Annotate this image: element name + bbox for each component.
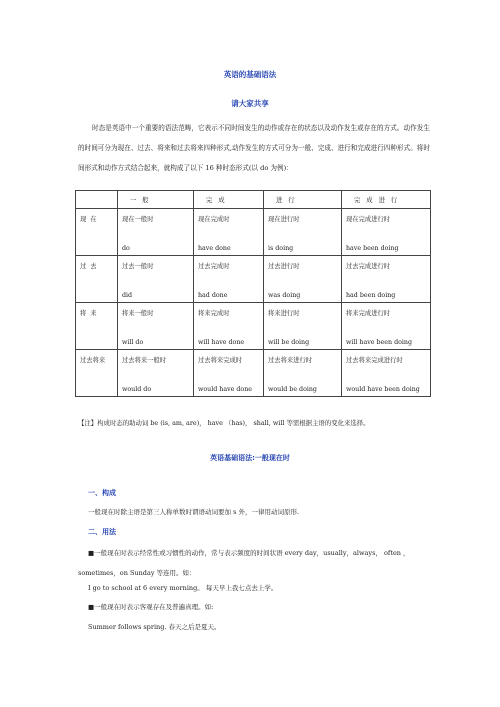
table-header-cell bbox=[76, 191, 118, 209]
table-cell: 现在完成进行时 have been doing bbox=[342, 209, 431, 256]
usage-text-1: ■一般现在时表示经常性或习惯性的动作，常与表示频度的时间状语 every day，usually，always， often ，sometimes，on Sunday 等连用。如： bbox=[78, 549, 410, 577]
table-cell: 过去将来完成进行时 would have been doing bbox=[342, 350, 431, 397]
row-label-cell: 将 来 bbox=[76, 303, 118, 350]
document-subtitle: 请大家共享 bbox=[231, 99, 269, 108]
table-cell: 将来一般时 will do bbox=[118, 303, 194, 350]
composition-text: 一般现在时除主语是第三人称单数时谓语动词要加 s 外，一律用动词原形. bbox=[88, 508, 300, 516]
table-cell: 过去将来一般时 would do bbox=[118, 350, 194, 397]
tense-table bbox=[75, 190, 431, 397]
table-cell: 过去进行时 was doing bbox=[264, 256, 342, 303]
row-label-cell: 过 去 bbox=[76, 256, 118, 303]
example-sentence-1: I go to school at 6 every morning。 每天早上我七点去上学。 bbox=[88, 584, 278, 592]
table-note: 【注】构成时态的助动词 be (is, am, are)， have （has)， shall, will 等需根据主语的变化来选择。 bbox=[78, 419, 370, 427]
table-cell: 将来进行时 will be doing bbox=[264, 303, 342, 350]
table-cell: 过去将来进行时 would be doing bbox=[264, 350, 342, 397]
table-row bbox=[76, 350, 431, 397]
usage-text-2: ■一般现在时表示客观存在及普遍真理。如: bbox=[88, 603, 214, 611]
table-row bbox=[76, 256, 431, 303]
table-header-cell: 完 成 bbox=[194, 191, 264, 209]
table-cell: 将来完成进行时 will have been doing bbox=[342, 303, 431, 350]
section-heading-composition: 一、构成 bbox=[88, 489, 116, 497]
section-heading-usage: 二、用法 bbox=[88, 528, 116, 536]
table-header-cell: 完 成 进 行 bbox=[342, 191, 431, 209]
table-row bbox=[76, 303, 431, 350]
table-cell: 过去将来完成时 would have done bbox=[194, 350, 264, 397]
table-cell: 过去完成时 had done bbox=[194, 256, 264, 303]
table-cell: 现在一般时 do bbox=[118, 209, 194, 256]
section-title: 英语基础语法:一般现在时 bbox=[210, 454, 290, 462]
table-cell: 过去完成进行时 had been doing bbox=[342, 256, 431, 303]
table-header-row bbox=[76, 191, 431, 209]
table-row bbox=[76, 209, 431, 256]
table-cell: 将来完成时 will have done bbox=[194, 303, 264, 350]
table-cell: 现在完成时 have done bbox=[194, 209, 264, 256]
example-sentence-2: Summer follows spring. 春天之后是夏天。 bbox=[88, 623, 221, 631]
table-cell: 现在进行时 is doing bbox=[264, 209, 342, 256]
table-cell: 过去一般时 did bbox=[118, 256, 194, 303]
intro-paragraph: 时态是英语中一个重要的语法范畴，它表示不同时间发生的动作或存在的状态以及动作发生或存在的方式。动作发生的时间可分为现在、过去、将来和过去将来四种形式,动作发生的方式可分为一般、完成、进行和完成进行四种形式。将时间形式和动作方式结合起来，就构成了以下 16 种时态形式(以 do 为例)： bbox=[78, 124, 430, 172]
row-label-cell: 过去将来 bbox=[76, 350, 118, 397]
table-header-cell: 进 行 bbox=[264, 191, 342, 209]
document-title: 英语的基础语法 bbox=[223, 70, 277, 79]
row-label-cell: 现 在 bbox=[76, 209, 118, 256]
table-header-cell: 一 般 bbox=[118, 191, 194, 209]
